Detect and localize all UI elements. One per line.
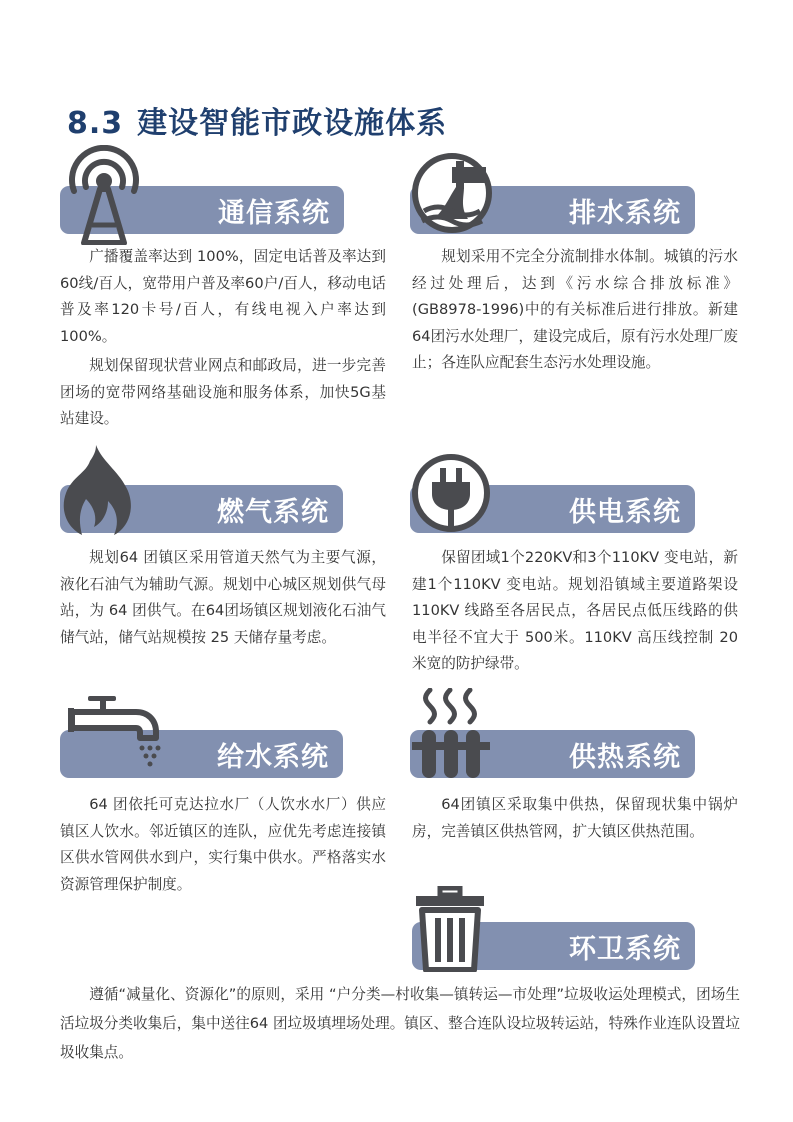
water-tap-icon [66,694,162,768]
gas-paragraph-1: 规划64 团镇区采用管道天然气为主要气源，液化石油气为辅助气源。规划中心城区规划供气母站，为 64 团供气。在64团场镇区规划液化石油气储气站，储气站规模按 25 天储存量考虑。 [60,549,386,646]
telecom-paragraph-2: 规划保留现状营业网点和邮政局，进一步完善团场的宽带网络基础设施和服务体系，加快5G基站建设。 [60,357,386,427]
radiator-icon [410,688,492,782]
flame-icon [56,443,142,537]
heating-paragraph-1: 64团镇区采取集中供热，保留现状集中锅炉房，完善镇区供热管网，扩大镇区供热范围。 [412,796,738,840]
banner-heating-label: 供热系统 [569,742,681,773]
banner-telecom-label: 通信系统 [218,198,330,229]
power-paragraph-1: 保留团域1个220KV和3个110KV 变电站，新建1个110KV 变电站。规划沿镇域主要道路架设 110KV 线路至各居民点，各居民点低压线路的供电半径不宜大于 500米。110KV 高压线控制 20 米宽的防护绿带。 [412,549,738,672]
radio-tower-icon [62,145,146,245]
drainage-paragraph-1: 规划采用不完全分流制排水体制。城镇的污水经过处理后，达到《污水综合排放标准》(GB8978-1996)中的有关标准后进行排放。新建64团污水处理厂，建设完成后，原有污水处理厂废止；各连队应配套生态污水处理设施。 [412,248,738,371]
banner-power-label: 供电系统 [569,497,681,528]
power-plug-icon [410,452,492,534]
banner-sanitation-label: 环卫系统 [569,934,681,965]
page-title [67,98,447,142]
drain-pipe-icon [410,151,494,235]
banner-water-label: 给水系统 [217,742,329,773]
section-number: 8.3 [67,106,124,141]
banner-drainage-label: 排水系统 [569,198,681,229]
water-paragraph-1: 64 团依托可克达拉水厂（人饮水水厂）供应镇区人饮水。邻近镇区的连队，应优先考虑连接镇区供水管网供水到户，实行集中供水。严格落实水资源管理保护制度。 [60,796,386,893]
sanitation-paragraph-1: 遵循“减量化、资源化”的原则，采用 “户分类—村收集—镇转运—市处理”垃圾收运处理模式，团场生活垃圾分类收集后，集中送往64 团垃圾填埋场处理。镇区、整合连队设垃圾转运站，特殊作业连队设置垃圾收集点。 [60,986,740,1061]
trash-can-icon [414,886,486,972]
telecom-paragraph-1: 广播覆盖率达到 100%，固定电话普及率达到60线/百人，宽带用户普及率60户/百人，移动电话普及率120卡号/百人，有线电视入户率达到 100%。 [60,248,386,345]
section-title: 建设智能市政设施体系 [137,106,448,141]
banner-gas-label: 燃气系统 [217,497,329,528]
